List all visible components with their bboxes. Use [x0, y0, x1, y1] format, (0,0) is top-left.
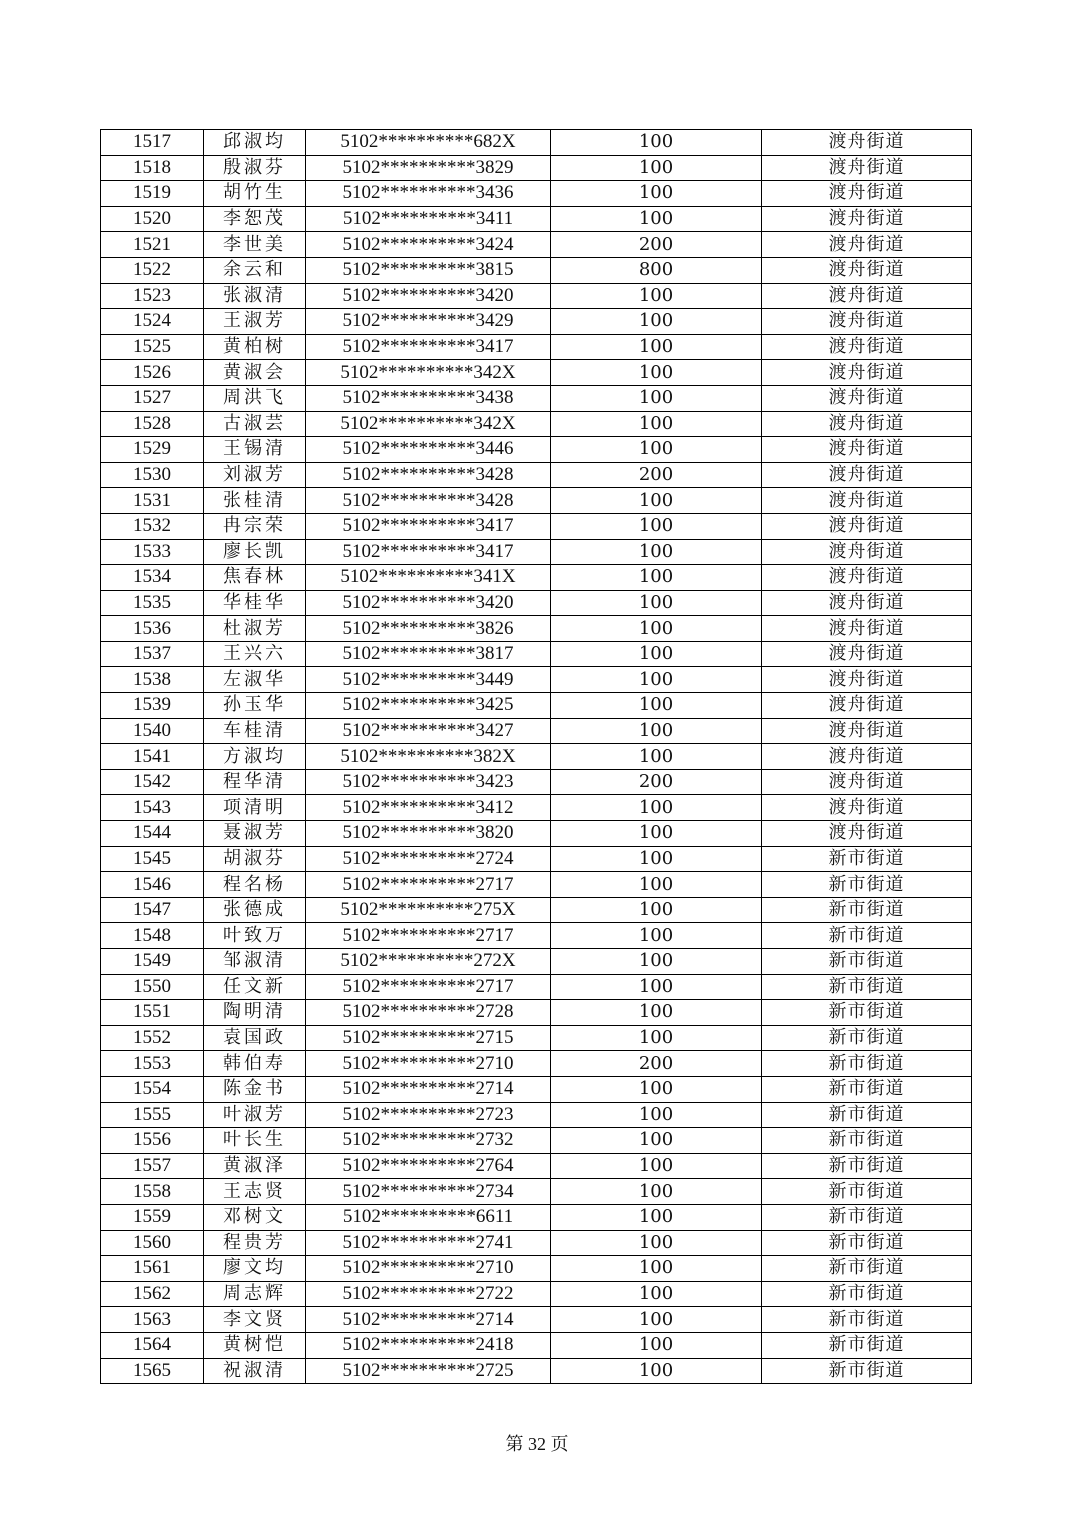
- id-number-cell: 5102**********3428: [306, 462, 551, 488]
- name-cell: 程华清: [204, 769, 306, 795]
- row-number-cell: 1550: [101, 974, 204, 1000]
- row-number-cell: 1520: [101, 206, 204, 232]
- table-row: [101, 923, 972, 949]
- id-number-cell: 5102**********2728: [306, 1000, 551, 1026]
- table-row: [101, 1153, 972, 1179]
- table-row: [101, 693, 972, 719]
- row-number-cell: 1535: [101, 590, 204, 616]
- id-number-cell: 5102**********3424: [306, 232, 551, 258]
- table-row: [101, 130, 972, 156]
- street-cell: 渡舟街道: [762, 411, 972, 437]
- table-row: [101, 1204, 972, 1230]
- name-cell: 华桂华: [204, 590, 306, 616]
- id-number-cell: 5102**********3420: [306, 283, 551, 309]
- amount-cell: 100: [551, 949, 762, 975]
- name-cell: 聂淑芳: [204, 821, 306, 847]
- amount-cell: 100: [551, 1358, 762, 1384]
- id-number-cell: 5102**********3417: [306, 513, 551, 539]
- street-cell: 渡舟街道: [762, 283, 972, 309]
- table-row: [101, 1281, 972, 1307]
- name-cell: 杜淑芳: [204, 616, 306, 642]
- row-number-cell: 1527: [101, 385, 204, 411]
- street-cell: 新市街道: [762, 846, 972, 872]
- table-row: [101, 718, 972, 744]
- amount-cell: 100: [551, 1000, 762, 1026]
- name-cell: 周洪飞: [204, 385, 306, 411]
- row-number-cell: 1536: [101, 616, 204, 642]
- street-cell: 渡舟街道: [762, 795, 972, 821]
- amount-cell: 100: [551, 539, 762, 565]
- name-cell: 韩伯寿: [204, 1051, 306, 1077]
- street-cell: 新市街道: [762, 1000, 972, 1026]
- row-number-cell: 1521: [101, 232, 204, 258]
- id-number-cell: 5102**********3438: [306, 385, 551, 411]
- id-number-cell: 5102**********342X: [306, 411, 551, 437]
- id-number-cell: 5102**********2710: [306, 1051, 551, 1077]
- name-cell: 廖文均: [204, 1256, 306, 1282]
- name-cell: 李恕茂: [204, 206, 306, 232]
- street-cell: 渡舟街道: [762, 181, 972, 207]
- row-number-cell: 1537: [101, 641, 204, 667]
- roster-table-body: [101, 130, 972, 1384]
- street-cell: 新市街道: [762, 923, 972, 949]
- table-row: [101, 667, 972, 693]
- roster-table: [100, 129, 972, 1384]
- id-number-cell: 5102**********2764: [306, 1153, 551, 1179]
- row-number-cell: 1517: [101, 130, 204, 156]
- name-cell: 祝淑清: [204, 1358, 306, 1384]
- name-cell: 陶明清: [204, 1000, 306, 1026]
- table-row: [101, 1179, 972, 1205]
- name-cell: 胡淑芬: [204, 846, 306, 872]
- amount-cell: 100: [551, 923, 762, 949]
- name-cell: 邹淑清: [204, 949, 306, 975]
- table-row: [101, 1230, 972, 1256]
- id-number-cell: 5102**********3820: [306, 821, 551, 847]
- street-cell: 渡舟街道: [762, 130, 972, 156]
- row-number-cell: 1564: [101, 1332, 204, 1358]
- name-cell: 叶致万: [204, 923, 306, 949]
- row-number-cell: 1534: [101, 565, 204, 591]
- name-cell: 任文新: [204, 974, 306, 1000]
- row-number-cell: 1553: [101, 1051, 204, 1077]
- street-cell: 渡舟街道: [762, 641, 972, 667]
- table-row: [101, 1051, 972, 1077]
- id-number-cell: 5102**********2714: [306, 1307, 551, 1333]
- row-number-cell: 1524: [101, 309, 204, 335]
- amount-cell: 100: [551, 641, 762, 667]
- row-number-cell: 1556: [101, 1128, 204, 1154]
- table-row: [101, 309, 972, 335]
- amount-cell: 100: [551, 897, 762, 923]
- name-cell: 焦春林: [204, 565, 306, 591]
- street-cell: 渡舟街道: [762, 667, 972, 693]
- table-row: [101, 974, 972, 1000]
- row-number-cell: 1540: [101, 718, 204, 744]
- amount-cell: 200: [551, 1051, 762, 1077]
- row-number-cell: 1533: [101, 539, 204, 565]
- street-cell: 新市街道: [762, 872, 972, 898]
- name-cell: 古淑芸: [204, 411, 306, 437]
- id-number-cell: 5102**********2732: [306, 1128, 551, 1154]
- id-number-cell: 5102**********2710: [306, 1256, 551, 1282]
- id-number-cell: 5102**********341X: [306, 565, 551, 591]
- table-row: [101, 769, 972, 795]
- name-cell: 车桂清: [204, 718, 306, 744]
- row-number-cell: 1522: [101, 257, 204, 283]
- name-cell: 方淑均: [204, 744, 306, 770]
- name-cell: 叶淑芳: [204, 1102, 306, 1128]
- street-cell: 新市街道: [762, 1102, 972, 1128]
- table-row: [101, 744, 972, 770]
- amount-cell: 100: [551, 1332, 762, 1358]
- amount-cell: 100: [551, 1128, 762, 1154]
- amount-cell: 100: [551, 411, 762, 437]
- table-row: [101, 462, 972, 488]
- id-number-cell: 5102**********275X: [306, 897, 551, 923]
- table-row: [101, 488, 972, 514]
- street-cell: 新市街道: [762, 1051, 972, 1077]
- row-number-cell: 1539: [101, 693, 204, 719]
- amount-cell: 100: [551, 1102, 762, 1128]
- table-row: [101, 181, 972, 207]
- name-cell: 邱淑均: [204, 130, 306, 156]
- table-row: [101, 821, 972, 847]
- table-row: [101, 283, 972, 309]
- id-number-cell: 5102**********3429: [306, 309, 551, 335]
- table-row: [101, 385, 972, 411]
- name-cell: 黄柏树: [204, 334, 306, 360]
- table-row: [101, 1128, 972, 1154]
- amount-cell: 200: [551, 232, 762, 258]
- name-cell: 王淑芳: [204, 309, 306, 335]
- row-number-cell: 1525: [101, 334, 204, 360]
- name-cell: 张淑清: [204, 283, 306, 309]
- amount-cell: 100: [551, 616, 762, 642]
- amount-cell: 100: [551, 181, 762, 207]
- table-row: [101, 360, 972, 386]
- street-cell: 渡舟街道: [762, 821, 972, 847]
- amount-cell: 100: [551, 155, 762, 181]
- id-number-cell: 5102**********342X: [306, 360, 551, 386]
- table-row: [101, 1358, 972, 1384]
- id-number-cell: 5102**********3427: [306, 718, 551, 744]
- id-number-cell: 5102**********6611: [306, 1204, 551, 1230]
- table-row: [101, 539, 972, 565]
- street-cell: 新市街道: [762, 1153, 972, 1179]
- row-number-cell: 1557: [101, 1153, 204, 1179]
- name-cell: 黄淑泽: [204, 1153, 306, 1179]
- id-number-cell: 5102**********2741: [306, 1230, 551, 1256]
- street-cell: 新市街道: [762, 1281, 972, 1307]
- table-row: [101, 616, 972, 642]
- row-number-cell: 1541: [101, 744, 204, 770]
- street-cell: 新市街道: [762, 1256, 972, 1282]
- name-cell: 项清明: [204, 795, 306, 821]
- name-cell: 程名杨: [204, 872, 306, 898]
- name-cell: 廖长凯: [204, 539, 306, 565]
- table-row: [101, 1307, 972, 1333]
- row-number-cell: 1563: [101, 1307, 204, 1333]
- street-cell: 渡舟街道: [762, 488, 972, 514]
- row-number-cell: 1543: [101, 795, 204, 821]
- amount-cell: 100: [551, 1076, 762, 1102]
- row-number-cell: 1554: [101, 1076, 204, 1102]
- row-number-cell: 1538: [101, 667, 204, 693]
- amount-cell: 100: [551, 1281, 762, 1307]
- street-cell: 渡舟街道: [762, 462, 972, 488]
- street-cell: 新市街道: [762, 1204, 972, 1230]
- table-row: [101, 257, 972, 283]
- street-cell: 新市街道: [762, 949, 972, 975]
- id-number-cell: 5102**********3449: [306, 667, 551, 693]
- row-number-cell: 1542: [101, 769, 204, 795]
- amount-cell: 100: [551, 488, 762, 514]
- street-cell: 新市街道: [762, 1076, 972, 1102]
- table-row: [101, 513, 972, 539]
- amount-cell: 100: [551, 437, 762, 463]
- street-cell: 渡舟街道: [762, 385, 972, 411]
- amount-cell: 100: [551, 872, 762, 898]
- id-number-cell: 5102**********2725: [306, 1358, 551, 1384]
- amount-cell: 100: [551, 1025, 762, 1051]
- name-cell: 邓树文: [204, 1204, 306, 1230]
- id-number-cell: 5102**********2724: [306, 846, 551, 872]
- amount-cell: 100: [551, 283, 762, 309]
- amount-cell: 100: [551, 974, 762, 1000]
- table-row: [101, 155, 972, 181]
- amount-cell: 100: [551, 795, 762, 821]
- street-cell: 渡舟街道: [762, 744, 972, 770]
- amount-cell: 100: [551, 1307, 762, 1333]
- id-number-cell: 5102**********3446: [306, 437, 551, 463]
- id-number-cell: 5102**********3412: [306, 795, 551, 821]
- id-number-cell: 5102**********2715: [306, 1025, 551, 1051]
- id-number-cell: 5102**********682X: [306, 130, 551, 156]
- id-number-cell: 5102**********3428: [306, 488, 551, 514]
- street-cell: 渡舟街道: [762, 539, 972, 565]
- row-number-cell: 1545: [101, 846, 204, 872]
- table-row: [101, 437, 972, 463]
- table-row: [101, 872, 972, 898]
- name-cell: 孙玉华: [204, 693, 306, 719]
- page-number: 第 32 页: [505, 1434, 569, 1454]
- street-cell: 渡舟街道: [762, 769, 972, 795]
- street-cell: 新市街道: [762, 1179, 972, 1205]
- row-number-cell: 1559: [101, 1204, 204, 1230]
- street-cell: 新市街道: [762, 1358, 972, 1384]
- row-number-cell: 1562: [101, 1281, 204, 1307]
- amount-cell: 100: [551, 360, 762, 386]
- row-number-cell: 1547: [101, 897, 204, 923]
- id-number-cell: 5102**********2717: [306, 974, 551, 1000]
- name-cell: 殷淑芬: [204, 155, 306, 181]
- street-cell: 渡舟街道: [762, 718, 972, 744]
- street-cell: 渡舟街道: [762, 616, 972, 642]
- row-number-cell: 1565: [101, 1358, 204, 1384]
- id-number-cell: 5102**********2717: [306, 923, 551, 949]
- id-number-cell: 5102**********3417: [306, 539, 551, 565]
- amount-cell: 100: [551, 590, 762, 616]
- street-cell: 渡舟街道: [762, 257, 972, 283]
- row-number-cell: 1549: [101, 949, 204, 975]
- table-row: [101, 1256, 972, 1282]
- name-cell: 黄树恺: [204, 1332, 306, 1358]
- id-number-cell: 5102**********3420: [306, 590, 551, 616]
- street-cell: 新市街道: [762, 1332, 972, 1358]
- id-number-cell: 5102**********3425: [306, 693, 551, 719]
- id-number-cell: 5102**********2717: [306, 872, 551, 898]
- street-cell: 新市街道: [762, 1230, 972, 1256]
- row-number-cell: 1546: [101, 872, 204, 898]
- amount-cell: 100: [551, 667, 762, 693]
- row-number-cell: 1561: [101, 1256, 204, 1282]
- street-cell: 渡舟街道: [762, 360, 972, 386]
- street-cell: 渡舟街道: [762, 437, 972, 463]
- street-cell: 渡舟街道: [762, 565, 972, 591]
- street-cell: 渡舟街道: [762, 513, 972, 539]
- id-number-cell: 5102**********382X: [306, 744, 551, 770]
- table-row: [101, 334, 972, 360]
- name-cell: 张德成: [204, 897, 306, 923]
- id-number-cell: 5102**********2734: [306, 1179, 551, 1205]
- id-number-cell: 5102**********3829: [306, 155, 551, 181]
- amount-cell: 100: [551, 1256, 762, 1282]
- street-cell: 渡舟街道: [762, 206, 972, 232]
- table-row: [101, 590, 972, 616]
- amount-cell: 100: [551, 309, 762, 335]
- street-cell: 渡舟街道: [762, 232, 972, 258]
- row-number-cell: 1552: [101, 1025, 204, 1051]
- street-cell: 新市街道: [762, 974, 972, 1000]
- street-cell: 新市街道: [762, 1128, 972, 1154]
- street-cell: 渡舟街道: [762, 334, 972, 360]
- id-number-cell: 5102**********3826: [306, 616, 551, 642]
- name-cell: 王锡清: [204, 437, 306, 463]
- name-cell: 王兴六: [204, 641, 306, 667]
- row-number-cell: 1544: [101, 821, 204, 847]
- table-row: [101, 232, 972, 258]
- amount-cell: 100: [551, 385, 762, 411]
- amount-cell: 100: [551, 821, 762, 847]
- amount-cell: 100: [551, 334, 762, 360]
- table-row: [101, 206, 972, 232]
- row-number-cell: 1529: [101, 437, 204, 463]
- id-number-cell: 5102**********3423: [306, 769, 551, 795]
- id-number-cell: 5102**********3817: [306, 641, 551, 667]
- street-cell: 新市街道: [762, 1025, 972, 1051]
- amount-cell: 100: [551, 846, 762, 872]
- amount-cell: 100: [551, 130, 762, 156]
- amount-cell: 100: [551, 513, 762, 539]
- table-row: [101, 795, 972, 821]
- id-number-cell: 5102**********2418: [306, 1332, 551, 1358]
- table-row: [101, 897, 972, 923]
- name-cell: 周志辉: [204, 1281, 306, 1307]
- name-cell: 李文贤: [204, 1307, 306, 1333]
- name-cell: 袁国政: [204, 1025, 306, 1051]
- row-number-cell: 1532: [101, 513, 204, 539]
- row-number-cell: 1548: [101, 923, 204, 949]
- row-number-cell: 1523: [101, 283, 204, 309]
- amount-cell: 100: [551, 206, 762, 232]
- table-row: [101, 641, 972, 667]
- name-cell: 冉宗荣: [204, 513, 306, 539]
- name-cell: 张桂清: [204, 488, 306, 514]
- id-number-cell: 5102**********2714: [306, 1076, 551, 1102]
- table-row: [101, 1102, 972, 1128]
- street-cell: 新市街道: [762, 897, 972, 923]
- amount-cell: 100: [551, 1153, 762, 1179]
- name-cell: 余云和: [204, 257, 306, 283]
- name-cell: 程贵芳: [204, 1230, 306, 1256]
- table-row: [101, 1076, 972, 1102]
- row-number-cell: 1551: [101, 1000, 204, 1026]
- table-row: [101, 565, 972, 591]
- amount-cell: 100: [551, 565, 762, 591]
- street-cell: 新市街道: [762, 1307, 972, 1333]
- name-cell: 左淑华: [204, 667, 306, 693]
- amount-cell: 100: [551, 1230, 762, 1256]
- row-number-cell: 1518: [101, 155, 204, 181]
- table-row: [101, 1025, 972, 1051]
- row-number-cell: 1555: [101, 1102, 204, 1128]
- table-row: [101, 846, 972, 872]
- amount-cell: 100: [551, 718, 762, 744]
- amount-cell: 200: [551, 769, 762, 795]
- name-cell: 叶长生: [204, 1128, 306, 1154]
- amount-cell: 100: [551, 1179, 762, 1205]
- id-number-cell: 5102**********2722: [306, 1281, 551, 1307]
- table-row: [101, 1332, 972, 1358]
- table-row: [101, 1000, 972, 1026]
- name-cell: 王志贤: [204, 1179, 306, 1205]
- amount-cell: 100: [551, 693, 762, 719]
- id-number-cell: 5102**********3411: [306, 206, 551, 232]
- id-number-cell: 5102**********272X: [306, 949, 551, 975]
- table-row: [101, 949, 972, 975]
- row-number-cell: 1528: [101, 411, 204, 437]
- id-number-cell: 5102**********2723: [306, 1102, 551, 1128]
- amount-cell: 800: [551, 257, 762, 283]
- name-cell: 李世美: [204, 232, 306, 258]
- name-cell: 陈金书: [204, 1076, 306, 1102]
- row-number-cell: 1530: [101, 462, 204, 488]
- street-cell: 渡舟街道: [762, 309, 972, 335]
- id-number-cell: 5102**********3436: [306, 181, 551, 207]
- street-cell: 渡舟街道: [762, 590, 972, 616]
- street-cell: 渡舟街道: [762, 693, 972, 719]
- id-number-cell: 5102**********3815: [306, 257, 551, 283]
- row-number-cell: 1531: [101, 488, 204, 514]
- name-cell: 黄淑会: [204, 360, 306, 386]
- row-number-cell: 1526: [101, 360, 204, 386]
- name-cell: 胡竹生: [204, 181, 306, 207]
- amount-cell: 100: [551, 744, 762, 770]
- row-number-cell: 1558: [101, 1179, 204, 1205]
- row-number-cell: 1560: [101, 1230, 204, 1256]
- amount-cell: 100: [551, 1204, 762, 1230]
- amount-cell: 200: [551, 462, 762, 488]
- street-cell: 渡舟街道: [762, 155, 972, 181]
- name-cell: 刘淑芳: [204, 462, 306, 488]
- row-number-cell: 1519: [101, 181, 204, 207]
- table-row: [101, 411, 972, 437]
- id-number-cell: 5102**********3417: [306, 334, 551, 360]
